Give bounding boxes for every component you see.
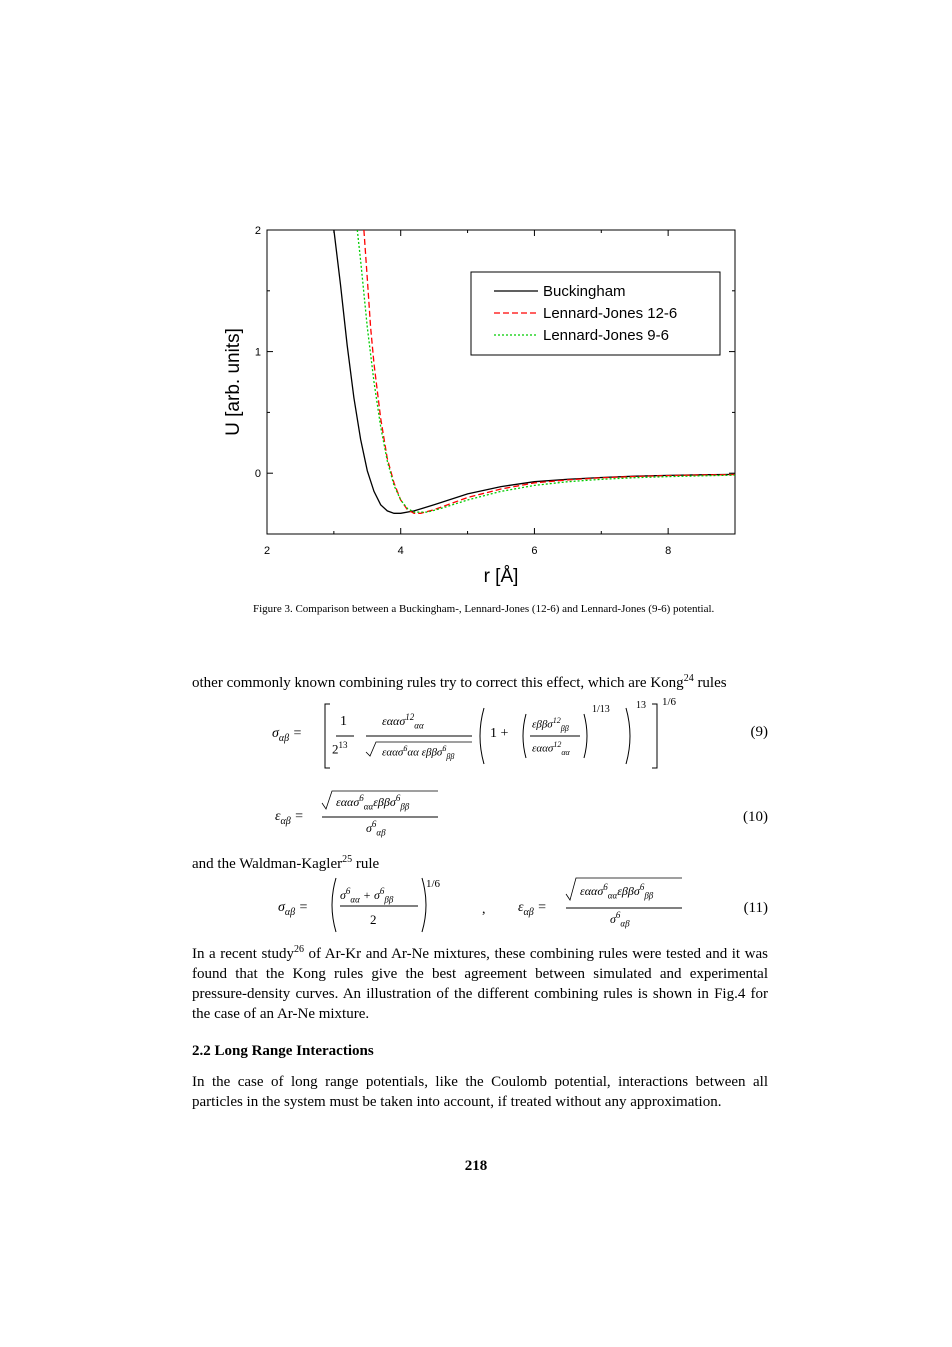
para2-text: and the Waldman-Kagler xyxy=(192,856,343,872)
para2-tail: rule xyxy=(352,856,380,872)
eq9-inner-den-sup: 12 xyxy=(553,740,562,749)
eq9-den1-rest3: ββσ xyxy=(425,746,443,759)
potential-chart xyxy=(205,218,750,593)
eq9-num1-rest: αασ xyxy=(386,714,406,728)
ref-25: 25 xyxy=(342,854,353,865)
eq10-num2: εββσ xyxy=(373,795,396,809)
legend xyxy=(471,272,720,355)
eq11-left-body xyxy=(326,874,436,936)
eq11-rnum-sub2: ββ xyxy=(644,890,654,901)
eq11-comma: , xyxy=(482,902,486,917)
eq9-number: (9) xyxy=(750,724,768,740)
legend-label-2: Lennard-Jones 12-6 xyxy=(543,305,678,322)
eq9-exp-outer: 1/6 xyxy=(662,696,677,708)
paragraph-waldman-kagler xyxy=(192,850,768,874)
eq11-num-sup: 6 xyxy=(345,886,351,896)
eq9-den1-rest2: αα ε xyxy=(407,746,426,759)
legend-label-1: Buckingham xyxy=(543,283,626,300)
eq11-exp: 1/6 xyxy=(426,878,441,890)
para3-text: In a recent study xyxy=(192,946,294,962)
eq9-exp-13: 13 xyxy=(636,700,646,711)
y-axis-label: U [arb. units] xyxy=(223,328,244,436)
eq9-den1: ε xyxy=(382,746,387,759)
eq11-rden-sup: 6 xyxy=(615,910,621,920)
paragraph-recent-study xyxy=(192,940,768,1024)
eq9-inner-num: εββσ xyxy=(532,718,553,731)
eq9-two: 2 xyxy=(332,741,339,757)
eq10-num-sub: αα xyxy=(363,801,374,812)
ref-26: 26 xyxy=(293,944,304,955)
eq9-den1-rest: αασ xyxy=(386,746,404,759)
para1-text: other commonly known combining rules try to correct this effect, which are Kong xyxy=(192,675,684,691)
y-tick-label: 1 xyxy=(254,346,261,359)
eq10-num: εαασ xyxy=(336,795,360,809)
eq9-two-exp: 13 xyxy=(338,740,348,750)
equation-11: $\sigma_{\alpha\beta}$ = $\sigma^6_{\alpha\alpha} + \sigma^6_{\beta\beta}$ 2 1/6 , $\varepsilon_{\alpha\beta}$ = εαασ$^6_{\alpha\alpha}$εββσ$^6_{\beta\beta}$ $\sigma^6_{\alpha\beta}$ (11) xyxy=(192,874,768,936)
eq11-rnum-sub: αα xyxy=(607,890,618,901)
eq11-lhs: σ xyxy=(278,900,285,915)
para1-tail: rules xyxy=(693,675,727,691)
eq10-lhs-sub: αβ xyxy=(280,815,291,827)
figure-caption: Figure 3. Comparison between a Buckingham-, Lennard-Jones (12-6) and Lennard-Jones (9-6) potential. xyxy=(253,603,715,615)
eq11-lhs2: ε xyxy=(518,900,524,915)
eq10-den-sup: 6 xyxy=(371,819,377,829)
eq11-num-sup2: 6 xyxy=(379,886,385,896)
eq9-lhs-sub: αβ xyxy=(278,732,290,744)
legend-label-3: Lennard-Jones 9-6 xyxy=(543,327,669,344)
x-tick-label: 2 xyxy=(263,545,271,557)
eq11-plus: + σ xyxy=(359,888,380,902)
eq9-inner-den-sub: αα xyxy=(561,747,570,757)
section-heading: 2.2 Long Range Interactions xyxy=(192,1043,374,1059)
y-tick-label: 0 xyxy=(254,468,261,481)
eq11-rden: σ xyxy=(610,912,616,926)
eq11-number: (11) xyxy=(743,900,768,916)
eq11-rnum-sup2: 6 xyxy=(639,882,645,892)
eq11-num-sub2: ββ xyxy=(384,894,394,905)
eq11-rden-sub: αβ xyxy=(620,918,630,929)
eq9-den1-sup: 6 xyxy=(403,744,408,753)
eq9-plus: 1 + xyxy=(490,726,509,741)
eq10-number: (10) xyxy=(743,809,768,825)
eq9-exp-inner: 1/13 xyxy=(592,704,610,715)
eq10-den: σ xyxy=(366,821,372,835)
eq9-inner-num-sub: ββ xyxy=(560,723,569,733)
eq9-num1-sup: 12 xyxy=(405,712,415,722)
eq9-den1-sup2: 6 xyxy=(442,744,447,753)
x-axis-label: r [Å] xyxy=(483,566,519,587)
equation-10: $\varepsilon_{\alpha\beta}$ = εαασ$^6_{\alpha\alpha}$εββσ$^6_{\beta\beta}$ $\sigma^6_{\alpha\beta}$ (10) xyxy=(192,787,768,843)
eq11-lhs-sub: αβ xyxy=(284,906,296,918)
eq9-one: 1 xyxy=(340,714,347,729)
eq9-lhs: σ xyxy=(272,726,279,741)
x-tick-label: 4 xyxy=(397,545,404,557)
page-number: 218 xyxy=(464,1158,488,1174)
eq10-num-sup: 6 xyxy=(359,793,364,803)
paragraph-long-range: In the case of long range potentials, like the Coulomb potential, interactions between all particles in the system must be taken into account, if treated without any approximation. xyxy=(192,1074,768,1110)
eq9-num1-sub: αα xyxy=(414,720,424,731)
equation-9: $\sigma_{\alpha\beta}$ = 1 $2^{13}$ εαασ$^{12}_{\alpha\alpha}$ εαασ$^6$αα εββσ$^6_{\beta\beta}$ 1 + εββσ$^{12}_{\beta\beta}$ εαασ$^{12}_{\alpha\alpha}$ 1/13 13 1/6 (9) xyxy=(192,700,768,772)
eq9-num1: ε xyxy=(382,714,387,728)
eq11-num: σ xyxy=(340,888,346,902)
x-tick-label: 6 xyxy=(531,545,538,557)
eq11-rnum-sup: 6 xyxy=(603,882,608,892)
x-tick-label: 8 xyxy=(665,545,672,557)
eq11-lhs2-sub: αβ xyxy=(523,906,534,918)
ref-24: 24 xyxy=(683,673,694,684)
eq11-rnum2: εββσ xyxy=(617,884,640,898)
eq11-rnum: εαασ xyxy=(580,884,604,898)
y-tick-label: 2 xyxy=(254,225,261,237)
eq9-inner-num-sup: 12 xyxy=(552,716,561,725)
eq11-den: 2 xyxy=(370,912,377,927)
eq10-den-sub: αβ xyxy=(376,827,386,838)
eq9-den1-sub2: ββ xyxy=(446,751,455,761)
para3-tail: of Ar-Kr and Ar-Ne mixtures, these combining rules were tested and it was found that the Kong rules give the best agreement between simulated and experimental pressure-density curves. An illustration of the different combining rules is shown in Fig.4 for the case of an Ar-Ne mixture. xyxy=(192,946,768,1022)
eq9-inner-den: εαασ xyxy=(532,742,554,755)
eq10-num-sub2: ββ xyxy=(400,801,410,812)
eq10-lhs: ε xyxy=(275,809,281,824)
eq11-num-sub: αα xyxy=(350,894,360,905)
eq10-num-sup2: 6 xyxy=(395,793,401,803)
paragraph-kong-intro xyxy=(192,669,768,693)
